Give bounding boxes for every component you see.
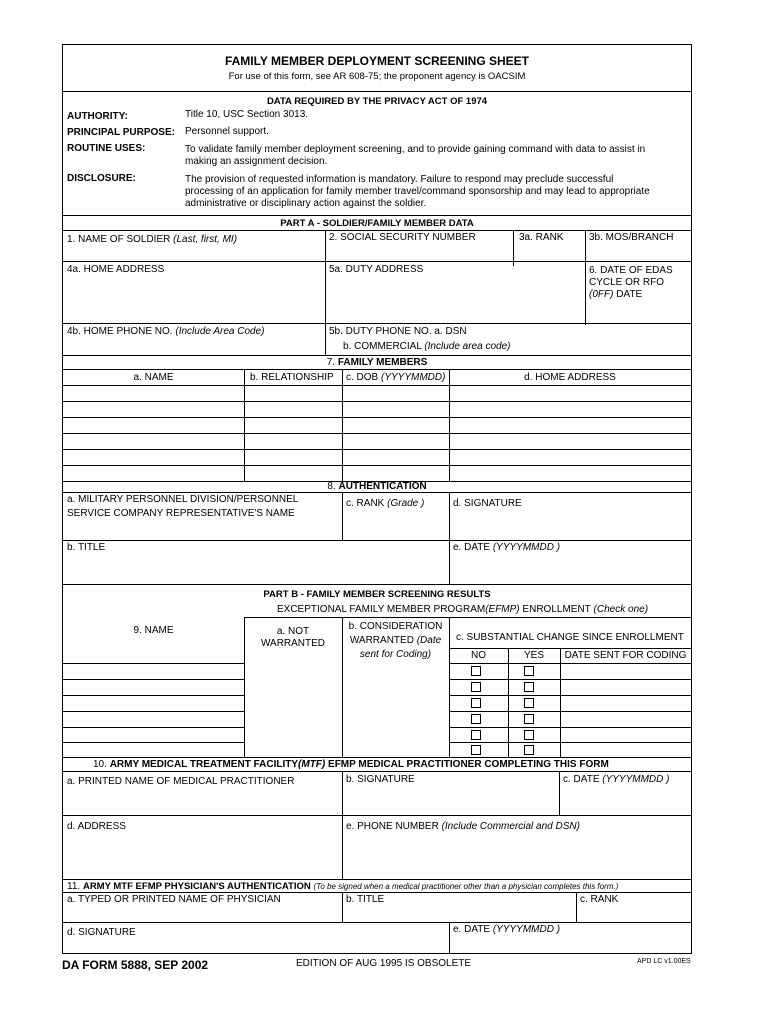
form-title: FAMILY MEMBER DEPLOYMENT SCREENING SHEET [224,54,530,68]
field-label: WARRANTED [349,635,414,646]
table-row[interactable] [63,679,244,680]
yes-checkbox[interactable] [524,730,534,740]
field-11a-physician-name[interactable]: a. TYPED OR PRINTED NAME OF PHYSICIAN [67,894,281,905]
part-a-heading: PART A - SOLDIER/FAMILY MEMBER DATA [280,218,474,229]
yes-checkbox[interactable] [524,745,534,755]
divider [244,617,691,618]
no-checkbox[interactable] [471,730,481,740]
no-checkbox[interactable] [471,698,481,708]
field-hint: (Include area code) [424,341,511,352]
field-hint: (Date [413,635,442,646]
field-11b-title[interactable]: b. TITLE [346,894,385,905]
field-hint: (YYYYMMDD ) [492,542,561,553]
field-hint: (Grade ) [387,498,425,509]
section-title: EFMP MEDICAL PRACTITIONER COMPLETING THIS FORM [325,759,609,770]
edition-note: EDITION OF AUG 1995 IS OBSOLETE [296,958,472,969]
col-yes-header: YES [523,650,544,661]
field-label: SERVICE COMPANY REPRESENTATIVE'S NAME [67,508,295,519]
field-4b-home-phone[interactable] [67,326,264,338]
field-10e-phone[interactable] [346,821,580,833]
part-b-heading: PART B - FAMILY MEMBER SCREENING RESULTS [263,589,491,600]
field-label: a. NOT [276,626,310,637]
table-row[interactable] [449,742,691,743]
field-5a-duty-address[interactable]: 5a. DUTY ADDRESS [329,264,424,275]
divider [342,892,343,922]
divider [449,492,450,584]
table-row[interactable] [63,385,691,386]
field-hint: (YYYYMMDD ) [602,774,670,785]
yes-checkbox[interactable] [524,682,534,692]
field-hint: sent for Coding) [359,649,432,660]
section-number: 7. [326,357,336,368]
section-title: ARMY MTF EFMP PHYSICIAN'S AUTHENTICATION [82,881,311,892]
field-4a-home-address[interactable]: 4a. HOME ADDRESS [67,264,165,275]
table-row[interactable] [63,695,244,696]
divider [449,648,691,649]
col-9c-substantial-change-header: c. SUBSTANTIAL CHANGE SINCE ENROLLMENT [456,632,684,643]
divider [560,648,561,757]
authority-label: AUTHORITY: [67,111,128,122]
col-date-sent-header: DATE SENT FOR CODING [564,650,687,661]
field-11c-rank[interactable]: c. RANK [580,894,619,905]
divider [63,369,691,370]
field-label: e. DATE [453,924,491,935]
section-title: AUTHENTICATION [338,481,427,492]
divider [63,815,691,816]
field-hint: (YYYYMMDD ) [492,924,561,935]
divider [342,771,343,879]
divider [449,922,450,953]
divider [585,230,586,325]
field-8b-title[interactable]: b. TITLE [67,542,106,553]
divider [342,492,343,540]
divider [63,91,691,92]
field-hint: (Check one) [590,604,649,615]
table-row[interactable] [63,727,244,728]
mtf-heading [93,759,609,771]
divider [449,617,450,757]
no-checkbox[interactable] [471,714,481,724]
table-row[interactable] [449,727,691,728]
field-label: 6. DATE OF EDAS [589,265,673,276]
field-hint: (To be signed when a medical practitioner other than a physician completes this form.) [313,882,619,891]
divider [63,261,691,262]
field-11e-date[interactable] [453,924,560,936]
divider [63,584,691,585]
field-2-ssn[interactable]: 2. SOCIAL SECURITY NUMBER [329,232,476,243]
divider [63,922,691,923]
divider [63,215,691,216]
field-1-soldier-name[interactable] [67,234,237,246]
field-label: c. DATE [563,774,600,785]
table-row[interactable] [449,679,691,680]
divider [63,540,691,541]
field-label: c. RANK [346,498,385,509]
field-hint: (0FF) [589,289,614,300]
field-8d-signature[interactable]: d. SIGNATURE [453,498,522,509]
divider [63,771,691,772]
field-label: 5b. DUTY PHONE NO. a. DSN [329,326,467,337]
col-no-header: NO [471,650,486,661]
purpose-text: Personnel support. [185,126,269,137]
field-11d-signature[interactable]: d. SIGNATURE [67,927,136,938]
form-subtitle: For use of this form, see AR 608-75; the proponent agency is OACSIM [228,71,526,82]
field-8e-date[interactable] [453,542,560,554]
field-label: b. COMMERCIAL [343,341,422,352]
field-3b-mos-branch[interactable]: 3b. MOS/BRANCH [589,232,674,243]
family-members-heading [63,357,691,369]
field-6-edas-date[interactable] [589,265,673,301]
divider [63,892,691,893]
purpose-label: PRINCIPAL PURPOSE: [67,127,175,138]
field-10b-signature[interactable]: b. SIGNATURE [346,774,415,785]
col-name-header: a. NAME [133,372,174,383]
table-row[interactable] [449,663,691,664]
field-8a-rep-name[interactable] [67,494,298,520]
table-row[interactable] [449,695,691,696]
table-row[interactable] [63,742,244,743]
form-sheet [62,44,692,954]
table-row[interactable] [63,433,691,434]
yes-checkbox[interactable] [524,714,534,724]
yes-checkbox[interactable] [524,666,534,676]
version-label: APD LC v1.00ES [637,958,691,965]
col-9b-consideration-header [342,621,449,661]
field-label: DATE [613,289,643,300]
field-hint: (Include Area Code) [175,326,265,337]
routine-uses-text: To validate family member deployment screening, and to provide gaining command with data to assist in making an assignment decision. [185,144,646,167]
field-5b-duty-phone[interactable] [329,326,510,353]
section-title: FAMILY MEMBERS [337,357,428,368]
no-checkbox[interactable] [471,745,481,755]
field-label: a. MILITARY PERSONNEL DIVISION/PERSONNEL [67,494,299,505]
field-hint: (EFMP) [485,604,520,615]
section-number: 11. [67,881,81,892]
authority-text: Title 10, USC Section 3013. [185,109,309,120]
field-10c-date[interactable] [563,774,670,786]
table-row[interactable] [63,401,691,402]
divider [508,648,509,757]
section-number: 10. [93,759,107,770]
divider [325,230,326,355]
field-hint: (Last, first, MI) [173,234,238,245]
field-label: CYCLE OR RFO [589,277,665,288]
table-row[interactable] [63,449,691,450]
no-checkbox[interactable] [471,666,481,676]
table-row[interactable] [63,465,691,466]
col-9-name-header: 9. NAME [133,625,174,636]
divider [576,892,577,922]
field-label: e. DATE [453,542,491,553]
divider [63,879,691,880]
section-title: (MTF) [298,759,326,770]
form-id: DA FORM 5888, SEP 2002 [62,958,209,972]
table-row[interactable] [63,417,691,418]
disclosure-text: The provision of requested information is mandatory. Failure to respond may preclude successful processing of an application for family member travel/command sponsorship and may lead to appropriate administrative or disciplinary action against the soldier. [185,174,650,209]
divider [63,757,691,758]
privacy-heading: DATA REQUIRED BY THE PRIVACY ACT OF 1974 [266,96,488,107]
divider [559,771,560,815]
field-8c-rank[interactable] [346,498,424,510]
yes-checkbox[interactable] [524,698,534,708]
field-label: 4b. HOME PHONE NO. [67,326,173,337]
field-label: b. CONSIDERATION [348,621,443,632]
divider [63,355,691,356]
col-dob-header [346,372,445,384]
no-checkbox[interactable] [471,682,481,692]
field-3a-rank[interactable]: 3a. RANK [519,232,564,243]
section-number: 8. [327,481,336,492]
divider [63,663,244,664]
field-hint: (YYYYMMDD) [381,372,446,383]
field-label: EXCEPTIONAL FAMILY MEMBER PROGRAM [277,604,486,615]
field-label: 1. NAME OF SOLDIER [67,234,171,245]
table-row[interactable] [449,711,691,712]
field-hint: (Include Commercial and DSN) [441,821,580,832]
table-row[interactable] [63,711,244,712]
col-relationship-header: b. RELATIONSHIP [250,372,334,383]
divider [63,323,691,324]
field-label: e. PHONE NUMBER [346,821,439,832]
section-title: ARMY MEDICAL TREATMENT FACILITY [109,759,299,770]
divider [63,492,691,493]
routine-uses-label: ROUTINE USES: [67,143,146,154]
field-label: ENROLLMENT [519,604,591,615]
field-10d-address[interactable]: d. ADDRESS [67,821,126,832]
field-10a-practitioner-name[interactable]: a. PRINTED NAME OF MEDICAL PRACTITIONER [67,776,295,787]
col-9a-not-warranted-header [244,626,342,650]
col-home-address-header: d. HOME ADDRESS [524,372,616,383]
divider [63,230,691,231]
field-label: c. DOB [346,372,379,383]
disclosure-label: DISCLOSURE: [67,173,136,184]
efmp-enrollment-heading [277,604,648,616]
field-label: WARRANTED [260,638,326,649]
